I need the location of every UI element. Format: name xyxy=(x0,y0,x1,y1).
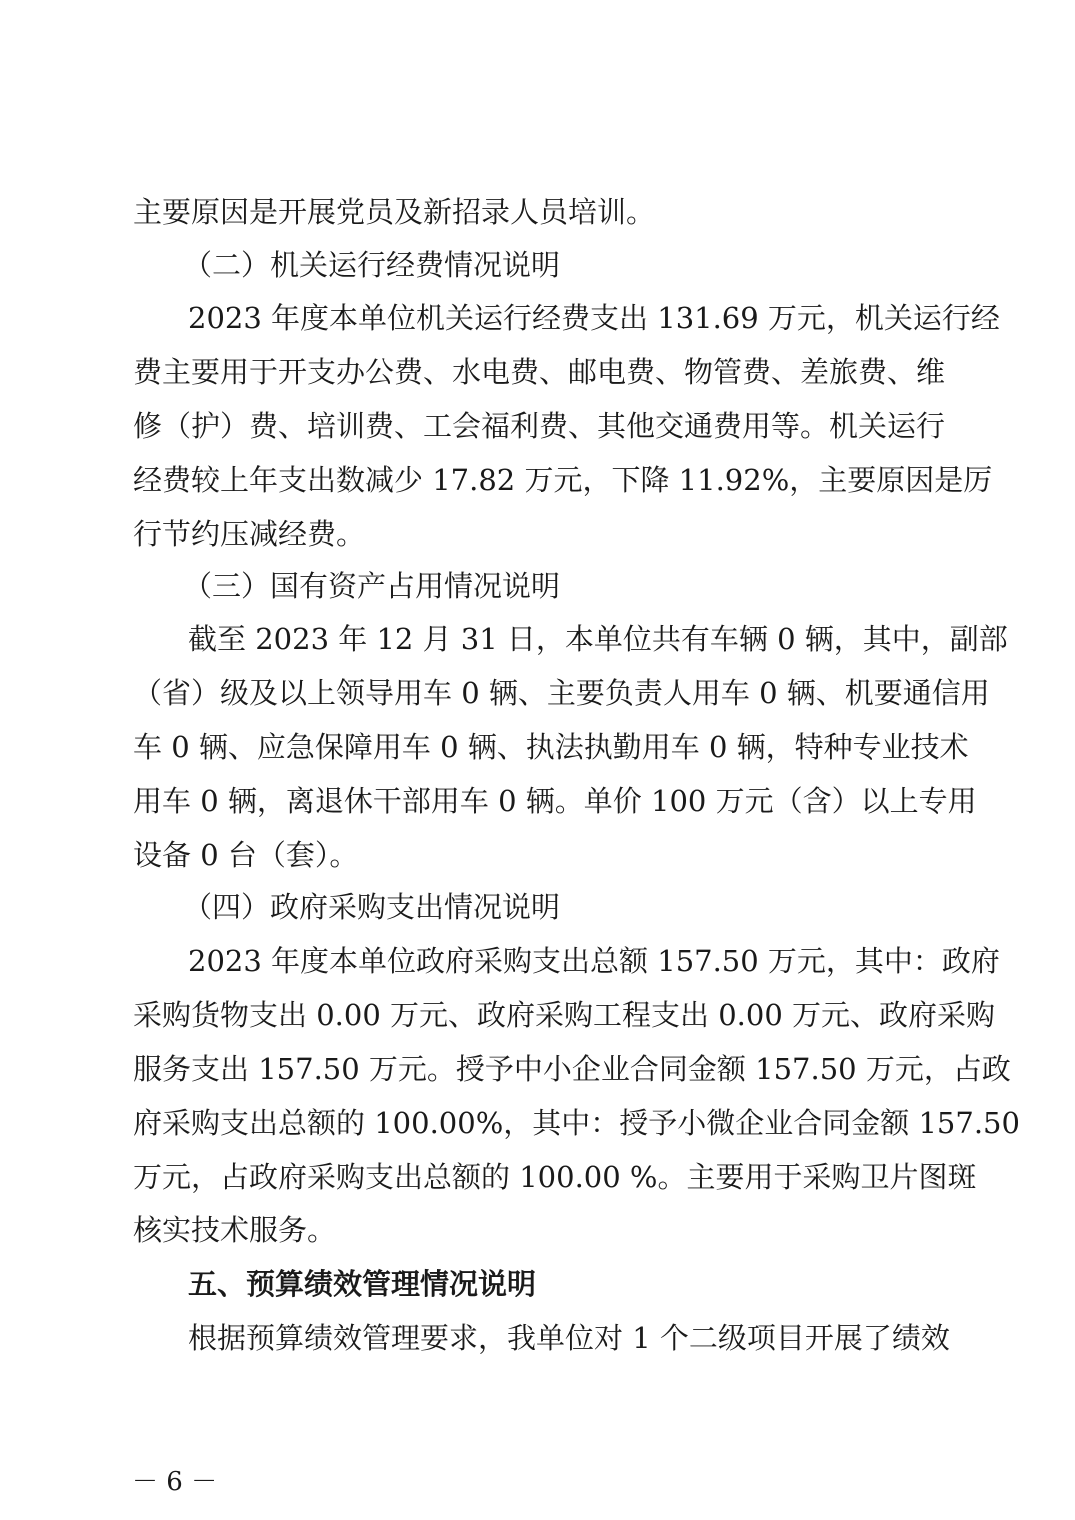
section-heading: （四）政府采购支出情况说明 xyxy=(183,890,561,924)
paragraph-line: 费主要用于开支办公费、水电费、邮电费、物管费、差旅费、维 xyxy=(133,355,946,389)
paragraph-line: 采购货物支出 0.00 万元、政府采购工程支出 0.00 万元、政府采购 xyxy=(133,998,996,1032)
paragraph-line: 车 0 辆、应急保障用车 0 辆、执法执勤用车 0 辆，特种专业技术 xyxy=(133,730,969,764)
paragraph-line: 用车 0 辆，离退休干部用车 0 辆。单价 100 万元（含）以上专用 xyxy=(133,784,977,818)
paragraph-line: 2023 年度本单位政府采购支出总额 157.50 万元，其中：政府 xyxy=(188,944,1000,978)
section-heading: （三）国有资产占用情况说明 xyxy=(183,569,561,603)
paragraph-line: 服务支出 157.50 万元。授予中小企业合同金额 157.50 万元，占政 xyxy=(133,1052,1011,1086)
paragraph-line: （省）级及以上领导用车 0 辆、主要负责人用车 0 辆、机要通信用 xyxy=(133,676,990,710)
section-heading: （二）机关运行经费情况说明 xyxy=(183,248,561,282)
paragraph-line: 核实技术服务。 xyxy=(133,1213,337,1247)
paragraph-line: 根据预算绩效管理要求，我单位对 1 个二级项目开展了绩效 xyxy=(188,1321,950,1355)
paragraph-line: 万元，占政府采购支出总额的 100.00 %。主要用于采购卫片图斑 xyxy=(133,1160,977,1194)
chapter-heading: 五、预算绩效管理情况说明 xyxy=(188,1267,537,1301)
paragraph-line: 修（护）费、培训费、工会福利费、其他交通费用等。机关运行 xyxy=(133,409,946,443)
paragraph-line: 经费较上年支出数减少 17.82 万元，下降 11.92%，主要原因是厉 xyxy=(133,463,993,497)
paragraph-line: 主要原因是开展党员及新招录人员培训。 xyxy=(133,195,656,229)
paragraph-line: 府采购支出总额的 100.00%，其中：授予小微企业合同金额 157.50 xyxy=(133,1106,1020,1140)
paragraph-line: 2023 年度本单位机关运行经费支出 131.69 万元，机关运行经 xyxy=(188,301,1000,335)
paragraph-line: 截至 2023 年 12 月 31 日，本单位共有车辆 0 辆，其中，副部 xyxy=(188,622,1008,656)
paragraph-line: 设备 0 台（套）。 xyxy=(133,838,359,872)
paragraph-line: 行节约压减经费。 xyxy=(133,517,366,551)
page-number: － 6 － xyxy=(132,1467,218,1497)
